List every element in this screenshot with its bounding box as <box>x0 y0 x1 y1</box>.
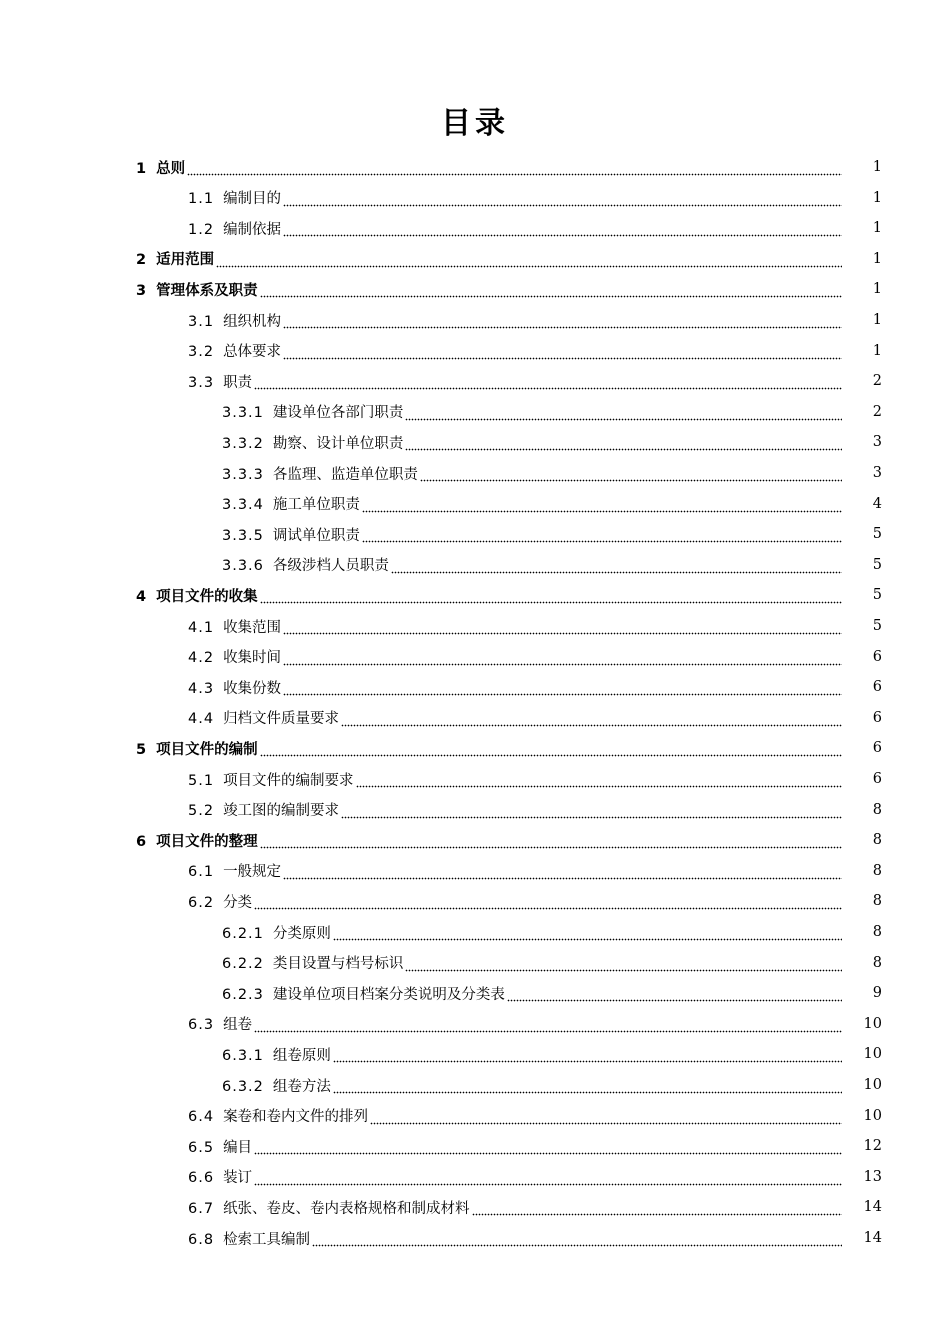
toc-entry[interactable] <box>222 458 882 488</box>
toc-entry-page: 10 <box>863 1015 882 1032</box>
toc-entry-text: 施工单位职责 <box>272 497 360 514</box>
toc-entry-text: 总体要求 <box>223 344 282 361</box>
toc-entry-page: 1 <box>872 220 882 237</box>
toc-entry-label <box>136 157 185 178</box>
toc-entry-text: 收集份数 <box>223 680 282 697</box>
toc-entry[interactable] <box>222 1039 882 1069</box>
toc-entry-number: 6.6 <box>188 1170 215 1187</box>
toc-entry-page: 8 <box>872 924 882 940</box>
toc-entry-text: 检索工具编制 <box>223 1231 311 1248</box>
toc-entry[interactable] <box>136 580 882 610</box>
toc-entry-text: 项目文件的编制 <box>156 741 258 758</box>
toc-entry-label <box>222 524 360 545</box>
toc-entry-page: 6 <box>872 648 882 665</box>
toc-entry-label <box>222 401 403 422</box>
toc-entry[interactable] <box>222 948 882 978</box>
toc-entry-text: 分类原则 <box>272 925 331 942</box>
toc-entry-text: 一般规定 <box>223 864 282 881</box>
toc-entry-label <box>222 983 505 1004</box>
toc-entry-label <box>222 463 418 484</box>
dot-leader <box>254 376 842 390</box>
toc-entry-number: 3.3.1 <box>222 405 264 422</box>
toc-entry-number: 6.3 <box>188 1017 215 1034</box>
toc-entry-text: 组卷 <box>223 1017 253 1034</box>
toc-entry-number: 3.3.6 <box>222 558 264 575</box>
toc-entry-number: 6.2.3 <box>222 986 264 1003</box>
toc-entry[interactable] <box>188 1223 882 1253</box>
toc-entry[interactable] <box>188 642 882 672</box>
toc-entry-number: 3.3.5 <box>222 527 264 544</box>
toc-entry[interactable] <box>222 427 882 457</box>
toc-entry-text: 归档文件质量要求 <box>223 711 340 728</box>
toc-entry[interactable] <box>222 397 882 427</box>
toc-entry-label <box>188 799 339 820</box>
dot-leader <box>283 621 842 635</box>
toc-entry[interactable] <box>188 366 882 396</box>
toc-entry-text: 竣工图的编制要求 <box>223 803 340 820</box>
dot-leader <box>283 866 842 880</box>
toc-entry-text: 组织机构 <box>223 313 282 330</box>
toc-entry-number: 6.2 <box>188 894 215 911</box>
toc-entry-label <box>136 830 258 851</box>
toc-entry-number: 3.3.2 <box>222 435 264 452</box>
toc-entry-number: 3 <box>136 282 148 299</box>
toc-entry-number: 3.3.4 <box>222 497 264 514</box>
dot-leader <box>356 774 842 788</box>
toc-entry-page: 5 <box>872 556 882 573</box>
toc-entry-label <box>222 432 403 453</box>
toc-entry-page: 14 <box>863 1199 882 1216</box>
dot-leader <box>420 468 842 482</box>
toc-entry-label <box>136 738 258 759</box>
toc-entry-number: 3.2 <box>188 344 215 361</box>
toc-entry[interactable] <box>136 733 882 763</box>
toc-entry-number: 5.2 <box>188 803 215 820</box>
dot-leader <box>370 1111 842 1125</box>
toc-entry-label <box>188 616 281 637</box>
toc-entry[interactable] <box>188 1131 882 1161</box>
toc-entry-number: 3.3 <box>188 374 215 391</box>
toc-entry-text: 纸张、卷皮、卷内表格规格和制成材料 <box>223 1200 470 1217</box>
toc-entry[interactable] <box>188 183 882 213</box>
toc-entry-label <box>188 1228 310 1249</box>
dot-leader <box>283 315 842 329</box>
dot-leader <box>260 284 842 298</box>
dot-leader <box>333 1080 842 1094</box>
toc-entry-page: 2 <box>872 403 882 420</box>
toc-entry-page: 8 <box>872 954 882 971</box>
toc-entry-label <box>188 1136 252 1157</box>
toc-entry-label <box>188 1105 368 1126</box>
toc-entry-page: 14 <box>863 1230 882 1246</box>
toc-entry-number: 4.4 <box>188 711 215 728</box>
toc-entry-page: 1 <box>872 189 882 206</box>
toc-entry-text: 项目文件的收集 <box>156 588 258 605</box>
toc-entry-page: 10 <box>863 1046 882 1063</box>
toc-entry-number: 3.1 <box>188 313 215 330</box>
dot-leader <box>283 652 842 666</box>
dot-leader <box>362 529 842 543</box>
dot-leader <box>341 805 842 819</box>
toc-entry[interactable] <box>188 1192 882 1222</box>
toc-entry-page: 5 <box>872 587 882 604</box>
toc-entry-text: 分类 <box>223 894 253 911</box>
toc-entry-label <box>222 952 403 973</box>
dot-leader <box>507 988 842 1002</box>
toc-entry-number: 4.3 <box>188 680 215 697</box>
toc-entry-number: 1 <box>136 160 148 177</box>
toc-entry-label <box>188 340 281 361</box>
toc-entry-number: 6.8 <box>188 1231 215 1248</box>
toc-entry[interactable] <box>188 764 882 794</box>
toc-entry-label <box>222 1044 331 1065</box>
toc-entry-page: 1 <box>872 250 882 267</box>
toc-entry-page: 12 <box>863 1138 882 1155</box>
toc-entry-text: 装订 <box>223 1170 253 1187</box>
toc-entry-text: 类目设置与档号标识 <box>272 956 404 973</box>
toc-entry-text: 建设单位项目档案分类说明及分类表 <box>272 986 505 1003</box>
toc-entry-text: 收集范围 <box>223 619 282 636</box>
toc-entry[interactable] <box>188 856 882 886</box>
dot-leader <box>333 927 842 941</box>
dot-leader <box>254 1141 842 1155</box>
toc-entry-number: 6.3.1 <box>222 1047 264 1064</box>
toc-entry-number: 5 <box>136 741 148 758</box>
dot-leader <box>283 682 842 696</box>
toc-entry-label <box>136 248 214 269</box>
toc-entry[interactable] <box>222 1070 882 1100</box>
toc-entry-number: 6.3.2 <box>222 1078 264 1095</box>
toc-entry[interactable] <box>222 917 882 947</box>
toc-entry[interactable] <box>222 489 882 519</box>
toc-entry-text: 组卷原则 <box>272 1047 331 1064</box>
toc-entry-label <box>188 1166 252 1187</box>
toc-entry-text: 总则 <box>156 160 186 177</box>
toc-entry-label <box>222 922 331 943</box>
toc-entry-text: 各监理、监造单位职责 <box>272 466 418 483</box>
toc-entry-text: 职责 <box>223 374 253 391</box>
toc-entry-label <box>222 1075 331 1096</box>
toc-entry[interactable] <box>188 305 882 335</box>
toc-entry-page: 10 <box>863 1077 882 1093</box>
toc-entry-text: 项目文件的整理 <box>156 833 258 850</box>
dot-leader <box>405 437 842 451</box>
toc-entry-page: 6 <box>872 771 882 787</box>
toc-entry-number: 6 <box>136 833 148 850</box>
toc-entry-number: 6.5 <box>188 1139 215 1156</box>
toc-entry[interactable] <box>222 550 882 580</box>
toc-entry-text: 案卷和卷内文件的排列 <box>223 1109 369 1126</box>
toc-entry-text: 建设单位各部门职责 <box>272 405 404 422</box>
toc-entry-text: 编制目的 <box>223 191 282 208</box>
toc-entry-number: 3.3.3 <box>222 466 264 483</box>
toc-entry-page: 6 <box>872 709 882 726</box>
dot-leader <box>362 499 842 513</box>
toc-entry[interactable] <box>188 1101 882 1131</box>
toc-entry-label <box>188 1013 252 1034</box>
toc-entry[interactable] <box>188 672 882 702</box>
dot-leader <box>312 1233 842 1247</box>
toc-entry[interactable] <box>188 703 882 733</box>
toc-entry-number: 6.2.2 <box>222 956 264 973</box>
toc-entry-number: 6.2.1 <box>222 925 264 942</box>
toc-entry-page: 8 <box>872 801 882 818</box>
toc-entry-number: 6.7 <box>188 1200 215 1217</box>
toc-entry-text: 管理体系及职责 <box>156 282 258 299</box>
toc-entry[interactable] <box>188 611 882 641</box>
dot-leader <box>260 743 842 757</box>
toc-entry-page: 10 <box>863 1107 882 1124</box>
dot-leader <box>260 835 842 849</box>
toc-entry-text: 组卷方法 <box>272 1078 331 1095</box>
toc-entry-page: 9 <box>872 985 882 1002</box>
toc-entry-text: 勘察、设计单位职责 <box>272 435 404 452</box>
toc-entry-text: 编目 <box>223 1139 253 1156</box>
toc-entry-label <box>188 218 281 239</box>
toc-entry-number: 6.4 <box>188 1109 215 1126</box>
toc-entry-number: 4.2 <box>188 650 215 667</box>
toc-entry-text: 收集时间 <box>223 650 282 667</box>
toc-entry[interactable] <box>188 213 882 243</box>
dot-leader <box>391 560 842 574</box>
toc-entry-label <box>188 707 339 728</box>
dot-leader <box>283 346 842 360</box>
toc-entry-number: 6.1 <box>188 864 215 881</box>
dot-leader <box>187 162 842 176</box>
toc-entry-label <box>188 646 281 667</box>
toc-entry-number: 1.1 <box>188 191 215 208</box>
toc-entry[interactable] <box>188 795 882 825</box>
toc-entry[interactable] <box>188 1009 882 1039</box>
toc-entry[interactable] <box>222 978 882 1008</box>
toc-entry[interactable] <box>188 336 882 366</box>
dot-leader <box>254 1172 842 1186</box>
toc-entry-page: 4 <box>872 495 882 512</box>
toc-entry-label <box>188 891 252 912</box>
toc-entry-text: 调试单位职责 <box>272 527 360 544</box>
toc-entry-label <box>188 310 281 331</box>
toc-entry-page: 8 <box>872 862 882 879</box>
dot-leader <box>283 193 842 207</box>
toc-entry[interactable] <box>136 825 882 855</box>
toc-entry-page: 3 <box>872 465 882 481</box>
toc-entry-number: 4.1 <box>188 619 215 636</box>
toc-entry[interactable] <box>222 519 882 549</box>
toc-entry-page: 6 <box>872 679 882 696</box>
toc-entry-number: 2 <box>136 252 148 269</box>
toc-entry-label <box>222 493 360 514</box>
toc-entry-page: 1 <box>872 312 882 328</box>
toc-entry-number: 1.2 <box>188 221 215 238</box>
toc-entry-label <box>136 279 258 300</box>
toc-entry-label <box>188 1197 470 1218</box>
dot-leader <box>472 1202 842 1216</box>
toc-entry[interactable] <box>188 1162 882 1192</box>
toc-entry-page: 1 <box>872 342 882 359</box>
dot-leader <box>216 254 842 268</box>
toc-entry[interactable] <box>136 274 882 304</box>
toc-entry-label <box>136 585 258 606</box>
dot-leader <box>254 896 842 910</box>
toc-entry-number: 5.1 <box>188 772 215 789</box>
toc-entry-text: 编制依据 <box>223 221 282 238</box>
toc-entry-label <box>188 187 281 208</box>
dot-leader <box>260 590 842 604</box>
toc-entry-label <box>188 371 252 392</box>
toc-entry-label <box>222 554 389 575</box>
toc-entry-text: 各级涉档人员职责 <box>272 558 389 575</box>
toc-entry-number: 4 <box>136 588 148 605</box>
dot-leader <box>341 713 842 727</box>
toc-entry-label <box>188 860 281 881</box>
toc-entry[interactable] <box>188 886 882 916</box>
dot-leader <box>405 407 842 421</box>
toc-entry-text: 适用范围 <box>156 252 215 269</box>
page-title: 目录 <box>441 106 509 141</box>
toc-entry-page: 5 <box>872 618 882 634</box>
toc-entry-page: 13 <box>863 1168 882 1185</box>
toc-entry-page: 5 <box>872 526 882 543</box>
toc-entry-page: 1 <box>872 159 882 175</box>
toc-entry-text: 项目文件的编制要求 <box>223 772 354 789</box>
toc-entry-page: 8 <box>872 893 882 910</box>
dot-leader <box>405 958 842 972</box>
dot-leader <box>283 223 842 237</box>
toc-entry-page: 2 <box>872 373 882 390</box>
dot-leader <box>254 1019 842 1033</box>
toc-entry-page: 1 <box>872 281 882 298</box>
toc-entry-page: 3 <box>872 434 882 451</box>
toc-entry-page: 8 <box>872 832 882 849</box>
toc-entry[interactable] <box>136 152 882 182</box>
dot-leader <box>333 1049 842 1063</box>
toc-entry-page: 6 <box>872 740 882 757</box>
toc-entry-label <box>188 677 281 698</box>
toc-entry[interactable] <box>136 244 882 274</box>
toc-entry-label <box>188 769 354 790</box>
